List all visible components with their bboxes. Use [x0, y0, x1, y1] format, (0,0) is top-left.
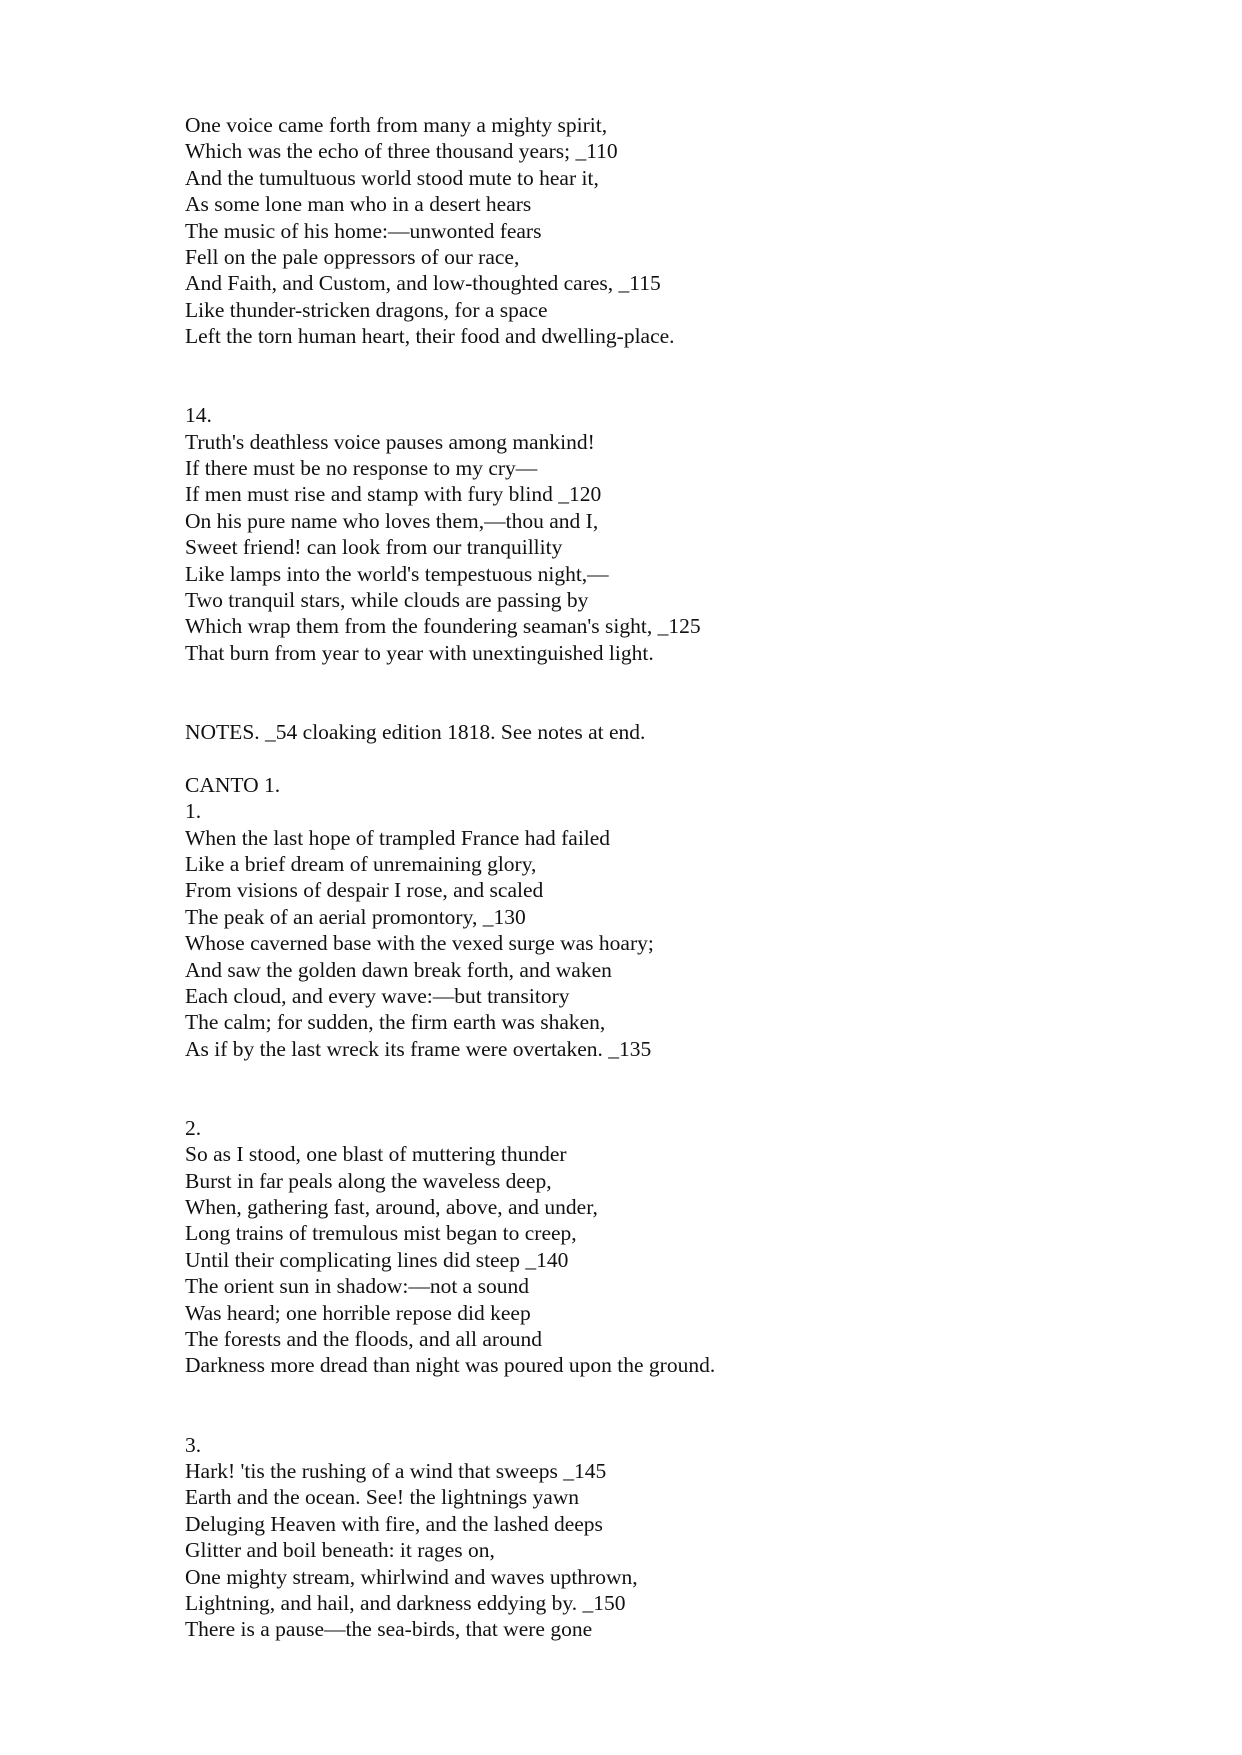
poem-line: If there must be no response to my cry—: [185, 456, 538, 481]
stanza-number: 1.: [185, 799, 202, 824]
poem-line: Burst in far peals along the waveless deep,: [185, 1168, 552, 1193]
poem-line: Darkness more dread than night was poured upon the ground.: [185, 1353, 716, 1378]
canto-heading: CANTO 1.: [185, 772, 281, 797]
canto-stanza-3: [185, 1432, 1185, 1643]
poem-line: The music of his home:—unwonted fears: [185, 218, 542, 243]
poem-line: On his pure name who loves them,—thou and I,: [185, 508, 599, 533]
poem-line: When, gathering fast, around, above, and under,: [185, 1195, 598, 1220]
stanza-14: [185, 402, 1185, 666]
poem-line: Glitter and boil beneath: it rages on,: [185, 1538, 495, 1563]
notes-line: NOTES. _54 cloaking edition 1818. See notes at end.: [185, 720, 646, 745]
poem-line: Like lamps into the world's tempestuous night,—: [185, 561, 609, 586]
poem-line: One mighty stream, whirlwind and waves upthrown,: [185, 1564, 638, 1589]
poem-line: So as I stood, one blast of muttering thunder: [185, 1142, 567, 1167]
poem-line: One voice came forth from many a mighty spirit,: [185, 113, 608, 137]
canto-stanza-2: [185, 1115, 1185, 1379]
poem-line: And Faith, and Custom, and low-thoughted cares, _115: [185, 271, 661, 296]
poem-line: Deluging Heaven with fire, and the lashed deeps: [185, 1511, 603, 1536]
poem-line: Which was the echo of three thousand years; _110: [185, 139, 618, 164]
poem-line: Left the torn human heart, their food and dwelling-place.: [185, 324, 675, 349]
poem-line: If men must rise and stamp with fury blind _120: [185, 482, 602, 507]
poem-line: Earth and the ocean. See! the lightnings yawn: [185, 1485, 580, 1510]
poem-line: Truth's deathless voice pauses among mankind!: [185, 429, 595, 454]
poem-line: The orient sun in shadow:—not a sound: [185, 1274, 529, 1299]
poem-line: Like thunder-stricken dragons, for a space: [185, 297, 548, 322]
poem-line: Lightning, and hail, and darkness eddying by. _150: [185, 1590, 626, 1615]
poem-line: The calm; for sudden, the firm earth was shaken,: [185, 1010, 606, 1035]
poem-line: Like a brief dream of unremaining glory,: [185, 851, 537, 876]
poem-line: Sweet friend! can look from our tranquillity: [185, 535, 563, 560]
stanza-number: 3.: [185, 1432, 202, 1457]
poem-line: Hark! 'tis the rushing of a wind that sweeps _145: [185, 1458, 607, 1483]
poem-line: Was heard; one horrible repose did keep: [185, 1300, 531, 1325]
poem-line: The peak of an aerial promontory, _130: [185, 904, 526, 929]
poem-line: As if by the last wreck its frame were overtaken. _135: [185, 1036, 652, 1061]
poem-line: And the tumultuous world stood mute to hear it,: [185, 165, 599, 190]
poem-line: The forests and the floods, and all around: [185, 1327, 543, 1352]
poem-line: Fell on the pale oppressors of our race,: [185, 244, 520, 269]
poem-line: Until their complicating lines did steep _140: [185, 1247, 569, 1272]
poem-line: From visions of despair I rose, and scaled: [185, 878, 544, 903]
poem-line: Two tranquil stars, while clouds are passing by: [185, 588, 589, 613]
poem-line: As some lone man who in a desert hears: [185, 192, 532, 217]
poem-line: Each cloud, and every wave:—but transitory: [185, 983, 570, 1008]
stanza-13: [185, 112, 1185, 350]
poem-line: Which wrap them from the foundering seaman's sight, _125: [185, 614, 701, 639]
poem-line: There is a pause—the sea-birds, that were gone: [185, 1617, 593, 1642]
poem-line: When the last hope of trampled France had failed: [185, 825, 611, 850]
canto-stanza-1: [185, 798, 1185, 1062]
poem-line: And saw the golden dawn break forth, and waken: [185, 957, 612, 982]
stanza-number: 2.: [185, 1115, 202, 1140]
poem-line: Long trains of tremulous mist began to creep,: [185, 1221, 577, 1246]
poem-line: That burn from year to year with unextinguished light.: [185, 640, 654, 665]
poem-line: Whose caverned base with the vexed surge was hoary;: [185, 931, 654, 956]
poem-page: [185, 112, 1185, 1643]
stanza-number: 14.: [185, 403, 212, 428]
